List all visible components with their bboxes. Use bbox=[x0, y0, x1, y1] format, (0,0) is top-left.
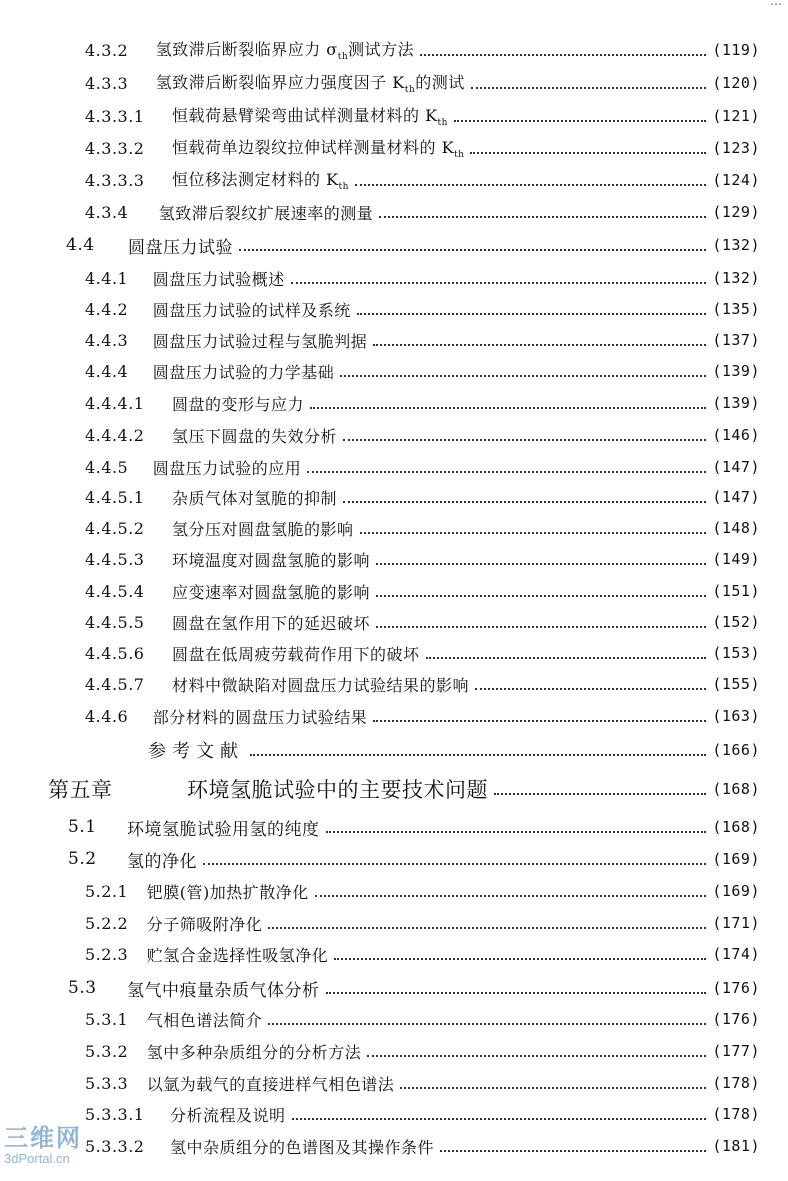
toc-entry-title-text: 部分材料的圆盘压力试验结果 bbox=[152, 707, 368, 727]
toc-entry-page: (147) bbox=[712, 458, 760, 476]
toc-entry bbox=[68, 814, 760, 840]
toc-entry-page: (155) bbox=[712, 675, 760, 693]
toc-entry-title-text: 氢的净化 bbox=[127, 851, 198, 872]
toc-entry-title bbox=[172, 103, 448, 128]
toc-entry-number: 5.2.3 bbox=[85, 944, 129, 964]
toc-entry-subscript: th bbox=[437, 118, 448, 129]
toc-entry bbox=[85, 167, 760, 193]
toc-entry-title-text: 氢分压对圆盘氢脆的影响 bbox=[171, 519, 354, 539]
toc-entry-number: 5.2.1 bbox=[85, 881, 129, 901]
toc-entry-title-text: 圆盘的变形与应力 bbox=[171, 394, 304, 414]
toc-entry bbox=[85, 296, 760, 322]
toc-leader-dots bbox=[307, 470, 706, 473]
toc-entry-number: 5.3.3 bbox=[85, 1073, 129, 1093]
toc-entry-title bbox=[148, 737, 244, 763]
toc-entry-title bbox=[147, 1040, 362, 1063]
toc-entry-title-text: 圆盘压力试验的力学基础 bbox=[152, 362, 335, 382]
toc-entry bbox=[85, 878, 760, 904]
toc-entry bbox=[66, 232, 760, 258]
toc-leader-dots bbox=[426, 656, 707, 659]
toc-leader-dots bbox=[343, 438, 706, 441]
toc-entry-page: (174) bbox=[712, 945, 760, 963]
toc-entry-title bbox=[156, 37, 414, 62]
toc-leader-dots bbox=[268, 1022, 706, 1025]
toc-entry-page: (176) bbox=[712, 1010, 760, 1028]
toc-entry bbox=[85, 265, 760, 291]
toc-entry-number: 4.3.3 bbox=[85, 73, 129, 93]
toc-entry-number: 4.3.3.2 bbox=[85, 138, 145, 158]
toc-entry-number: 4.4.5.2 bbox=[85, 518, 145, 538]
toc-entry-title bbox=[170, 1135, 434, 1158]
toc-entry-page: (178) bbox=[712, 1105, 760, 1123]
toc-entry-number: 5.3 bbox=[68, 978, 97, 998]
toc-entry-page: (146) bbox=[712, 426, 760, 444]
toc-entry-page: (169) bbox=[712, 850, 760, 868]
toc-entry-page: (151) bbox=[712, 582, 760, 600]
toc-entry-title-text: 恒载荷单边裂纹拉伸试样测量材料的 K bbox=[171, 138, 455, 158]
toc-entry-page: (119) bbox=[712, 41, 760, 59]
toc-entry bbox=[148, 737, 760, 763]
toc-leader-dots bbox=[360, 531, 707, 534]
toc-leader-dots bbox=[400, 1086, 706, 1089]
toc-leader-dots bbox=[334, 957, 706, 960]
toc-entry-number: 4.4.2 bbox=[85, 299, 129, 319]
toc-entry-number: 4.4.5.7 bbox=[85, 674, 145, 694]
toc-leader-dots bbox=[340, 374, 706, 377]
toc-leader-dots bbox=[326, 991, 707, 994]
toc-entry bbox=[85, 422, 760, 448]
toc-entry-title bbox=[153, 329, 368, 352]
toc-leader-dots bbox=[454, 119, 706, 122]
toc-entry-title-text: 圆盘压力试验过程与氢脆判据 bbox=[152, 331, 368, 351]
toc-entry-title-text: 氢中杂质组分的色谱图及其操作条件 bbox=[169, 1137, 434, 1157]
toc-entry-subscript: th bbox=[337, 52, 349, 63]
toc-leader-dots bbox=[376, 625, 706, 628]
toc-entry-page: (139) bbox=[712, 362, 760, 380]
toc-entry-number: 4.4.4.2 bbox=[85, 425, 145, 445]
toc-entry-title-text: 圆盘压力试验的试样及系统 bbox=[152, 300, 351, 320]
toc-entry-page: (177) bbox=[712, 1042, 760, 1060]
toc-entry-page: (148) bbox=[712, 519, 760, 537]
toc-leader-dots bbox=[494, 792, 706, 795]
toc-entry-page: (137) bbox=[712, 331, 760, 349]
toc-entry-title-text: 分子筛吸附净化 bbox=[146, 914, 263, 934]
toc-entry-title bbox=[147, 943, 329, 966]
toc-entry-title bbox=[127, 976, 320, 1001]
toc-entry-title-text: 恒位移法测定材料的 K bbox=[171, 170, 339, 190]
toc-entry-title bbox=[153, 267, 285, 290]
toc-entry-title bbox=[153, 705, 368, 728]
toc-entry-number: 5.3.3.1 bbox=[85, 1104, 145, 1124]
toc-entry bbox=[85, 484, 760, 510]
toc-entry-number: 5.3.2 bbox=[85, 1041, 129, 1061]
toc-entry-page: (120) bbox=[712, 74, 760, 92]
toc-entry bbox=[85, 103, 760, 129]
toc-leader-dots bbox=[239, 248, 706, 251]
toc-entry-subscript: th bbox=[338, 182, 349, 193]
toc-entry-page: (121) bbox=[712, 107, 760, 125]
toc-entry-title bbox=[172, 642, 420, 665]
toc-leader-dots bbox=[315, 894, 707, 897]
toc-leader-dots bbox=[420, 53, 706, 56]
toc-leader-dots bbox=[376, 562, 706, 565]
toc-entry-title bbox=[187, 774, 488, 804]
toc-leader-dots bbox=[250, 753, 706, 756]
toc-entry-title-text: 贮氢合金选择性吸氢净化 bbox=[146, 945, 329, 965]
toc-entry-title bbox=[147, 1072, 395, 1095]
toc-leader-dots bbox=[379, 215, 706, 218]
toc-entry bbox=[85, 1070, 760, 1096]
toc-entry-title bbox=[172, 611, 370, 634]
toc-entry-title bbox=[153, 298, 351, 321]
toc-entry-title-text: 钯膜(管)加热扩散净化 bbox=[146, 882, 309, 902]
toc-entry bbox=[85, 1006, 760, 1032]
toc-entry bbox=[85, 390, 760, 416]
toc-entry bbox=[85, 1101, 760, 1127]
toc-entry-number: 4.4.4 bbox=[85, 361, 129, 381]
toc-entry bbox=[85, 703, 760, 729]
toc-entry-number: 4.4.5.5 bbox=[85, 612, 145, 632]
toc-entry-number: 4.4.5.1 bbox=[85, 487, 145, 507]
toc-entry-title-text: 圆盘在氢作用下的延迟破坏 bbox=[171, 613, 370, 633]
toc-entry bbox=[85, 609, 760, 635]
toc-entry bbox=[85, 1038, 760, 1064]
toc-entry bbox=[85, 578, 760, 604]
toc-entry-number: 4.3.4 bbox=[85, 202, 129, 222]
toc-entry-page: (135) bbox=[712, 300, 760, 318]
toc-entry-page: (153) bbox=[712, 644, 760, 662]
toc-entry-title bbox=[172, 424, 337, 447]
toc-entry-page: (139) bbox=[712, 394, 760, 412]
toc-leader-dots bbox=[326, 830, 707, 833]
toc-entry-title-text: 以氩为载气的直接进样气相色谱法 bbox=[146, 1074, 395, 1094]
toc-entry-page: (149) bbox=[712, 550, 760, 568]
toc-entry-number: 4.4.5.4 bbox=[85, 581, 145, 601]
toc-entry-title bbox=[159, 201, 374, 224]
toc-entry-page: (168) bbox=[712, 780, 760, 798]
toc-entry-number: 4.3.3.3 bbox=[85, 170, 145, 190]
toc-entry bbox=[85, 546, 760, 572]
toc-entry-number: 5.1 bbox=[68, 817, 97, 837]
toc-entry bbox=[85, 199, 760, 225]
toc-leader-dots bbox=[470, 151, 706, 154]
toc-leader-dots bbox=[376, 594, 706, 597]
toc-leader-dots bbox=[357, 312, 707, 315]
toc-entry-title-text: 材料中微缺陷对圆盘压力试验结果的影响 bbox=[171, 675, 469, 695]
toc-leader-dots bbox=[310, 406, 706, 409]
toc-entry-title bbox=[127, 847, 197, 872]
toc-leader-dots bbox=[291, 281, 707, 284]
toc-entry-title-text: 圆盘压力试验 bbox=[128, 237, 234, 258]
toc-entry-title-text: 圆盘压力试验的应用 bbox=[152, 458, 302, 478]
toc-entry-title bbox=[147, 912, 263, 935]
toc-entry-number: 4.4.3 bbox=[85, 330, 129, 350]
toc-entry-title bbox=[172, 517, 354, 540]
toc-entry-number: 4.4.5.3 bbox=[85, 549, 145, 569]
toc-leader-dots bbox=[203, 862, 706, 865]
toc-entry-title-text: 氢中多种杂质组分的分析方法 bbox=[146, 1042, 362, 1062]
toc-entry-title bbox=[172, 673, 469, 696]
toc-entry-title-suffix: 测试方法 bbox=[348, 40, 415, 60]
toc-leader-dots bbox=[440, 1149, 706, 1152]
toc-entry-number: 5.3.3.2 bbox=[85, 1136, 145, 1156]
toc-entry-title-text: 氢压下圆盘的失效分析 bbox=[171, 426, 337, 446]
toc-entry-title bbox=[153, 360, 335, 383]
page-header-fragment: … bbox=[770, 0, 782, 8]
toc-leader-dots bbox=[292, 1117, 707, 1120]
toc-entry-page: (171) bbox=[712, 914, 760, 932]
toc-entry-title-text: 分析流程及说明 bbox=[169, 1105, 286, 1125]
toc-entry-title bbox=[147, 1008, 263, 1031]
toc-entry bbox=[85, 515, 760, 541]
toc-entry-title bbox=[127, 815, 320, 840]
toc-entry-subscript: th bbox=[454, 150, 465, 161]
toc-entry-title-text: 环境氢脆试验中的主要技术问题 bbox=[187, 778, 488, 802]
toc-entry-title-text: 圆盘在低周疲劳载荷作用下的破坏 bbox=[171, 644, 420, 664]
toc-leader-dots bbox=[475, 687, 706, 690]
toc-entry bbox=[85, 37, 760, 63]
toc-entry-title bbox=[172, 486, 337, 509]
toc-entry-page: (178) bbox=[712, 1074, 760, 1092]
toc-entry-number: 第五章 bbox=[48, 778, 113, 802]
watermark-line-2: 3dPortal.cn bbox=[4, 1151, 70, 1166]
toc-leader-dots bbox=[355, 183, 706, 186]
toc-entry-title-text: 参考文献 bbox=[148, 741, 244, 762]
toc-entry-title bbox=[153, 456, 302, 479]
toc-entry-title-suffix: 的测试 bbox=[415, 73, 465, 93]
toc-entry-title bbox=[147, 880, 309, 903]
toc-entry-page: (166) bbox=[712, 741, 760, 759]
toc-entry bbox=[85, 454, 760, 480]
toc-entry-number: 4.4 bbox=[66, 235, 95, 255]
toc-entry bbox=[85, 358, 760, 384]
toc-entry-number: 4.3.2 bbox=[85, 40, 129, 60]
toc-entry-title bbox=[172, 135, 464, 160]
toc-entry-number: 5.3.1 bbox=[85, 1009, 129, 1029]
toc-entry-number: 4.4.6 bbox=[85, 706, 129, 726]
toc-entry bbox=[85, 640, 760, 666]
toc-entry-title bbox=[170, 1103, 286, 1126]
toc-entry-title-text: 环境温度对圆盘氢脆的影响 bbox=[171, 550, 370, 570]
watermark-line-1: 三维网 bbox=[4, 1125, 82, 1152]
toc-entry-title bbox=[128, 233, 233, 258]
toc-entry-title-text: 氢致滞后断裂临界应力强度因子 K bbox=[155, 73, 405, 93]
toc-entry-number: 4.4.1 bbox=[85, 268, 129, 288]
toc-leader-dots bbox=[367, 1054, 706, 1057]
toc-entry bbox=[68, 846, 760, 872]
toc-entry bbox=[85, 70, 760, 96]
toc-leader-dots bbox=[373, 343, 706, 346]
toc-entry-page: (132) bbox=[712, 236, 760, 254]
toc-entry-page: (168) bbox=[712, 818, 760, 836]
toc-entry-title bbox=[172, 392, 304, 415]
toc-entry-title-text: 环境氢脆试验用氢的纯度 bbox=[127, 819, 320, 840]
toc-entry bbox=[85, 135, 760, 161]
toc-entry bbox=[85, 941, 760, 967]
toc-entry-page: (169) bbox=[712, 882, 760, 900]
toc-leader-dots bbox=[373, 719, 706, 722]
toc-entry-number: 4.4.5 bbox=[85, 457, 129, 477]
toc-entry-title bbox=[172, 580, 370, 603]
toc-entry-title-text: 应变速率对圆盘氢脆的影响 bbox=[171, 582, 370, 602]
toc-entry-page: (181) bbox=[712, 1137, 760, 1155]
toc-entry-title-text: 圆盘压力试验概述 bbox=[152, 269, 285, 289]
watermark-logo bbox=[4, 1127, 99, 1173]
toc-entry-subscript: th bbox=[404, 85, 416, 96]
toc-entry bbox=[85, 910, 760, 936]
toc-entry-page: (123) bbox=[712, 139, 760, 157]
toc-entry-title bbox=[156, 70, 465, 95]
toc-entry-title-text: 氢致滞后断裂临界应力 σ bbox=[155, 40, 338, 60]
toc-leader-dots bbox=[343, 500, 706, 503]
toc-entry-number: 5.2.2 bbox=[85, 913, 129, 933]
toc-entry-title-text: 气相色谱法简介 bbox=[146, 1010, 263, 1030]
toc-entry-page: (163) bbox=[712, 707, 760, 725]
toc-leader-dots bbox=[471, 86, 707, 89]
toc-entry-title-text: 氢致滞后裂纹扩展速率的测量 bbox=[158, 203, 374, 223]
toc-entry-number: 4.4.4.1 bbox=[85, 393, 145, 413]
toc-entry-title-text: 杂质气体对氢脆的抑制 bbox=[171, 488, 337, 508]
toc-entry-page: (132) bbox=[712, 269, 760, 287]
toc-entry-page: (176) bbox=[712, 979, 760, 997]
toc-entry bbox=[48, 774, 760, 804]
toc-entry-title bbox=[172, 167, 349, 192]
toc-entry-number: 4.3.3.1 bbox=[85, 106, 145, 126]
toc-entry-title-text: 氢气中痕量杂质气体分析 bbox=[127, 980, 320, 1001]
toc-entry-page: (124) bbox=[712, 171, 760, 189]
toc-entry bbox=[68, 975, 760, 1001]
toc-entry-page: (147) bbox=[712, 488, 760, 506]
toc-leader-dots bbox=[268, 926, 706, 929]
toc-entry-page: (152) bbox=[712, 613, 760, 631]
toc-entry-number: 5.2 bbox=[68, 849, 97, 869]
toc-entry-number: 4.4.5.6 bbox=[85, 643, 145, 663]
toc-entry bbox=[85, 1133, 760, 1159]
toc-entry-title bbox=[172, 548, 370, 571]
toc-entry-page: (129) bbox=[712, 203, 760, 221]
toc-entry bbox=[85, 327, 760, 353]
toc-entry bbox=[85, 671, 760, 697]
toc-entry-title-text: 恒载荷悬臂梁弯曲试样测量材料的 K bbox=[171, 106, 438, 126]
